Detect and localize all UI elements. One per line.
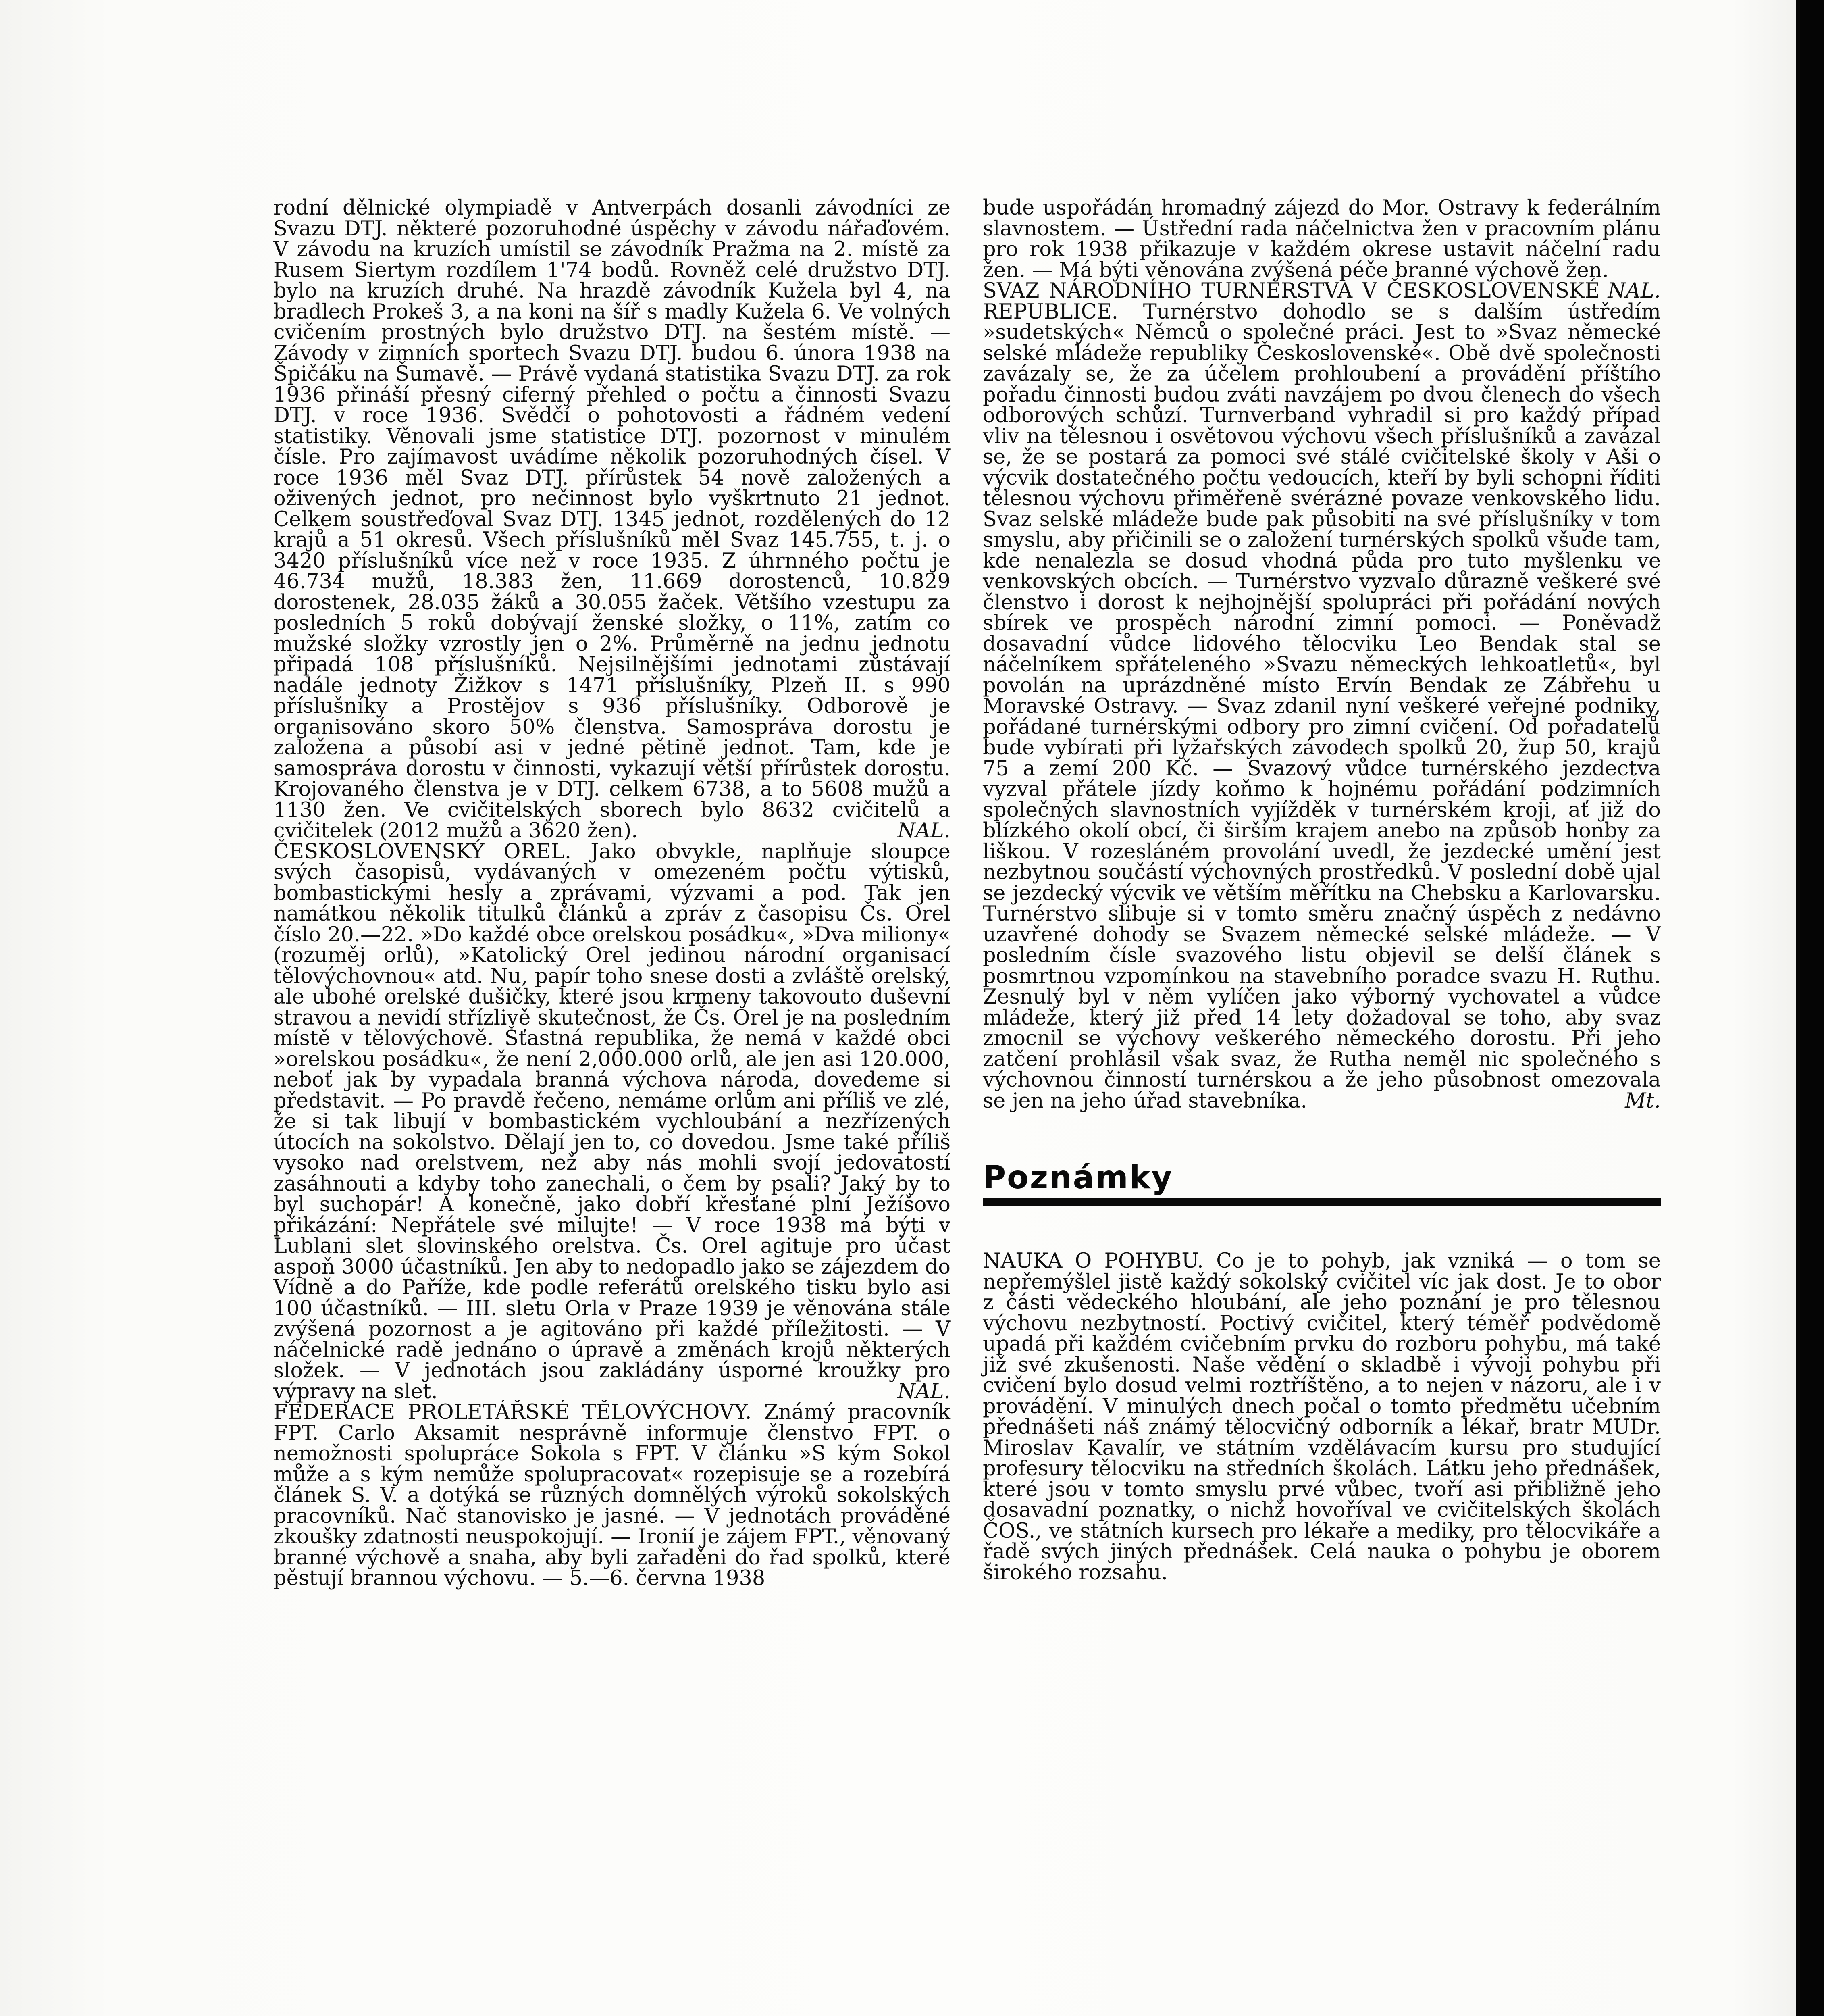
signature-nal-1: NAL. <box>897 819 950 843</box>
left-column <box>273 198 950 1589</box>
article-svaz-narodniho-turnerstva <box>983 281 1661 1111</box>
article-fpt-text: bude uspořádán hromadný zájezd do Mor. Ostravy k federálním slavnostem. — Ústřední rada náčelnictva žen v pracovním plánu pro rok 1938 přikazuje v každém okrese ustavit náčelní radu žen. — Má býti věnována zvýšená péče branné výchově žen. <box>983 196 1661 282</box>
article-fpt-continuation <box>983 196 1661 303</box>
article-orel-text: ČESKOSLOVENSKÝ OREL. Jako obvykle, naplňuje sloupce svých časopisů, vydávaných v omezeném počtu výtisků, bombastickými hesly a zprávami, výzvami a pod. Tak jen namátkou několik titulků článků a zpráv z časopisu Čs. Orel číslo 20.—22. »Do každé obce orelskou posádku«, »Dva miliony« (rozuměj orlů), »Katolický Orel jedinou národní organisací tělovýchovnou« atd. Nu, papír toho snese dosti a zvláště orelský, ale ubohé orelské dušičky, které jsou krmeny takovouto duševní stravou a nevidí střízlivě skutečnost, že Čs. Orel je na posledním místě v tělovýchově. Šťastná republika, že nemá v každé obci »orelskou posádku«, že není 2,000.000 orlů, ale jen asi 120.000, neboť jak by vypadala branná výchova národa, dovedeme si představit. — Po pravdě řečeno, nemáme orlům ani příliš ve zlé, že si tak libují v bombastickém vychloubání a nezřízených útocích na sokolstvo. Dělají jen to, co dovedou. Jsme také příliš vysoko nad orelstvem, než aby nás mohli svojí jedovatostí zasáhnouti a kdyby toho zanechali, o čem by psali? Jaký by to byl suchopár! A konečně, jako dobří křesťané plní Ježíšovo přikázání: Nepřátele své milujte! — V roce 1938 má býti v Lublani slet slovinského orelstva. Čs. Orel agituje pro účast aspoň 3000 účastníků. Jen aby to nedopadlo jako se zájezdem do Vídně a do Paříže, kde podle referátů orelského tisku bylo asi 100 účastníků. — III. sletu Orla v Praze 1939 je věnována stále zvýšená pozornost a je agitováno při každé příležitosti. — V náčelnické radě jednáno o úpravě a změnách krojů některých složek. — V jednotách jsou zakládány úsporné kroužky pro výpravy na slet. <box>273 839 950 1404</box>
section-rule <box>983 1198 1661 1206</box>
article-turnerstvo-text: SVAZ NÁRODNÍHO TURNÉRSTVA V ČESKOSLOVENSKÉ REPUBLICE. Turnérstvo dohodlo se s dalším ústředím »sudetských« Němců o společné práci. Jest to »Svaz německé selské mládeže republiky Československé«. Obě dvě společnosti zavázaly se, že za účelem prohloubení a provádění příštího pořadu činnosti budou zváti navzájem po dvou členech do všech odborových schůzí. Turnverband vyhradil si pro každý případ vliv na tělesnou i osvětovou výchovu všech příslušníků a zavázal se, že se postará za pomoci své stálé cvičitelské školy v Aši o výcvik dostatečného počtu vedoucích, kteří by byli schopni říditi tělesnou výchovu přiměřeně svérázné povaze venkovského lidu. Svaz selské mládeže bude pak působiti na své příslušníky v tom smyslu, aby přičinili se o založení turnérských spolků všude tam, kde nenalezla se dosud vhodná půda pro tuto myšlenku ve venkovských obcích. — Turnérstvo vyzvalo důrazně veškeré své členstvo i dorost k nejhojnější spolupráci při pořádání nových sbírek ve prospěch národní zimní pomoci. — Poněvadž dosavadní vůdce lidového tělocviku Leo Bendak stal se náčelníkem spřáteleného »Svazu německých lehkoatletů«, byl povolán na uprázdněné místo Ervín Bendak ze Zábřehu u Moravské Ostravy. — Svaz zdanil nyní veškeré veřejné podniky, pořádané turnérskými odbory pro zimní cvičení. Od pořadatelů bude vybírati při lyžařských závodech spolků 20, žup 50, krajů 75 a zemí 200 Kč. — Svazový vůdce turnérského jezdectva vyzval přátele jízdy koňmo k hojnému pořádání podzimních společných slavnostních vyjížděk v turnérském kroji, ať již do blízkého okolí obcí, či širším krajem anebo na způsob honby za liškou. V rozesláném provolání uvedl, že jezdecké umění jest nezbytnou součástí výchovných prostředků. V poslední době ujal se jezdecký výcvik ve větším měřítku na Chebsku a Karlovarsku. Turnérstvo slibuje si v tomto směru značný úspěch z nedávno uzavřené dohody se Svazem německé selské mládeže. — V posledním čísle svazového listu objevil se delší článek s posmrtnou vzpomínkou na stavebního poradce svazu H. Ruthu. Zesnulý byl v něm vylíčen jako výborný vychovatel a vůdce mládeže, který již před 14 lety dožadoval se toho, aby svaz zmocnil se výchovy veškerého německého dorostu. Při jeho zatčení prohlásil však svaz, že Rutha neměl nic společného s výchovnou činností turnérskou a že jeho působnost omezovala se jen na jeho úřad stavebníka. <box>983 279 1661 1113</box>
signature-nal-2: NAL. <box>897 1379 950 1404</box>
article-dtj-continuation <box>273 198 950 841</box>
article-federace-proletarske-telovychovy: FEDERACE PROLETÁŘSKÉ TĚLOVÝCHOVY. Známý pracovník FPT. Carlo Aksamit nesprávně informuje členstvo FPT. o nemožnosti spolupráce Sokola s FPT. V článku »S kým Sokol může a s kým nemůže spolupracovat« rozepisuje se a rozebírá článek S. V. a dotýká se různých domnělých výroků sokolských pracovníků. Nač stanovisko je jasné. — V jednotách prováděné zkoušky zdatnosti neuspokojují. — Ironií je zájem FPT., věnovaný branné výchově a snaha, aby byli zařaděni do řad spolků, které pěstují brannou výchovu. — 5.—6. června 1938 <box>273 1400 950 1590</box>
article-nauka-o-pohybu: NAUKA O POHYBU. Co je to pohyb, jak vzniká — o tom se nepřemýšlel jistě každý sokolský cvičitel víc jak dost. Je to obor z části vědeckého hloubání, ale jeho poznání je pro tělesnou výchovu nezbytností. Poctivý cvičitel, který téměř podvědomě upadá při každém cvičebním prvku do rozboru pohybu, má také již své zkušenosti. Naše vědění o skladbě i vývoji pohybu při cvičení bylo dosud velmi roztříštěno, a to nejen v názoru, ale i v provádění. V minulých dnech počal o tomto předmětu učebním přednášeti náš známý tělocvičný odborník a lékař, bratr MUDr. Miroslav Kavalír, ve státním vzdělávacím kursu pro studující profesury tělocviku na středních školách. Látku jeho přednášek, které jsou v tomto smyslu prvé vůbec, tvoří asi přibližně jeho dosavadní poznatky, o nichž hovoříval ve cvičitelských školách ČOS., ve státních kursech pro lékaře a mediky, pro tělocvikáře a řadě svých jiných přednášek. Celá nauka o pohybu je oborem širokého rozsahu. <box>983 1249 1661 1585</box>
signature-nal-3: NAL. <box>1608 279 1661 303</box>
article-dtj-text: rodní dělnické olympiadě v Antverpách dosanli závodníci ze Svazu DTJ. některé pozoruhodné úspěchy v závodu nářaďovém. V závodu na kruzích umístil se závodník Pražma na 2. místě za Rusem Siertym rozdílem 1'74 bodů. Rovněž celé družstvo DTJ. bylo na kruzích druhé. Na hrazdě závodník Kužela byl 4, na bradlech Prokeš 3, a na koni na šíř s madly Kužela 6. Ve volných cvičením prostných bylo družstvo DTJ. na šestém místě. — Závody v zimních sportech Svazu DTJ. budou 6. února 1938 na Špičáku na Šumavě. — Právě vydaná statistika Svazu DTJ. za rok 1936 přináší přesný ciferný přehled o počtu a činnosti Svazu DTJ. v roce 1936. Svědčí o pohotovosti a řádném vedení statistiky. Věnovali jsme statistice DTJ. pozornost v minulém čísle. Pro zajímavost uvádíme několik pozoruhodných čísel. V roce 1936 měl Svaz DTJ. přírůstek 54 nově založených a oživených jednot, pro nečinnost bylo vyškrtnuto 21 jednot. Celkem soustřeďoval Svaz DTJ. 1345 jednot, rozdělených do 12 krajů a 51 okresů. Všech příslušníků měl Svaz 145.755, t. j. o 3420 příslušníků více než v roce 1935. Z úhrnného počtu je 46.734 mužů, 18.383 žen, 11.669 dorostenců, 10.829 dorostenek, 28.035 žáků a 30.055 žaček. Většího vzestupu za posledních 5 roků dobývají ženské složky, o 11%, zatím co mužské složky vzrostly jen o 2%. Průměrně na jednu jednotu připadá 108 příslušníků. Nejsilnějšími jednotami zůstávají nadále jednoty Žižkov s 1471 příslušníky, Plzeň II. s 990 příslušníky a Prostějov s 936 příslušníky. Odborově je organisováno skoro 50% členstva. Samospráva dorostu je založena a působí asi v jedné pětině jednot. Tam, kde je samospráva dorostu v činnosti, vykazují větší přírůstek dorostu. Krojovaného členstva je v DTJ. celkem 6738, a to 5608 mužů a 1130 žen. Ve cvičitelských sborech bylo 8632 cvičitelů a cvičitelek (2012 mužů a 3620 žen). <box>273 196 950 843</box>
article-ceskoslovensky-orel <box>273 841 950 1402</box>
scan-edge-strip <box>1796 0 1824 2016</box>
right-column <box>983 198 1661 1583</box>
signature-mt: Mt. <box>1625 1089 1661 1113</box>
section-heading-poznamky: Poznámky <box>983 1160 1173 1196</box>
